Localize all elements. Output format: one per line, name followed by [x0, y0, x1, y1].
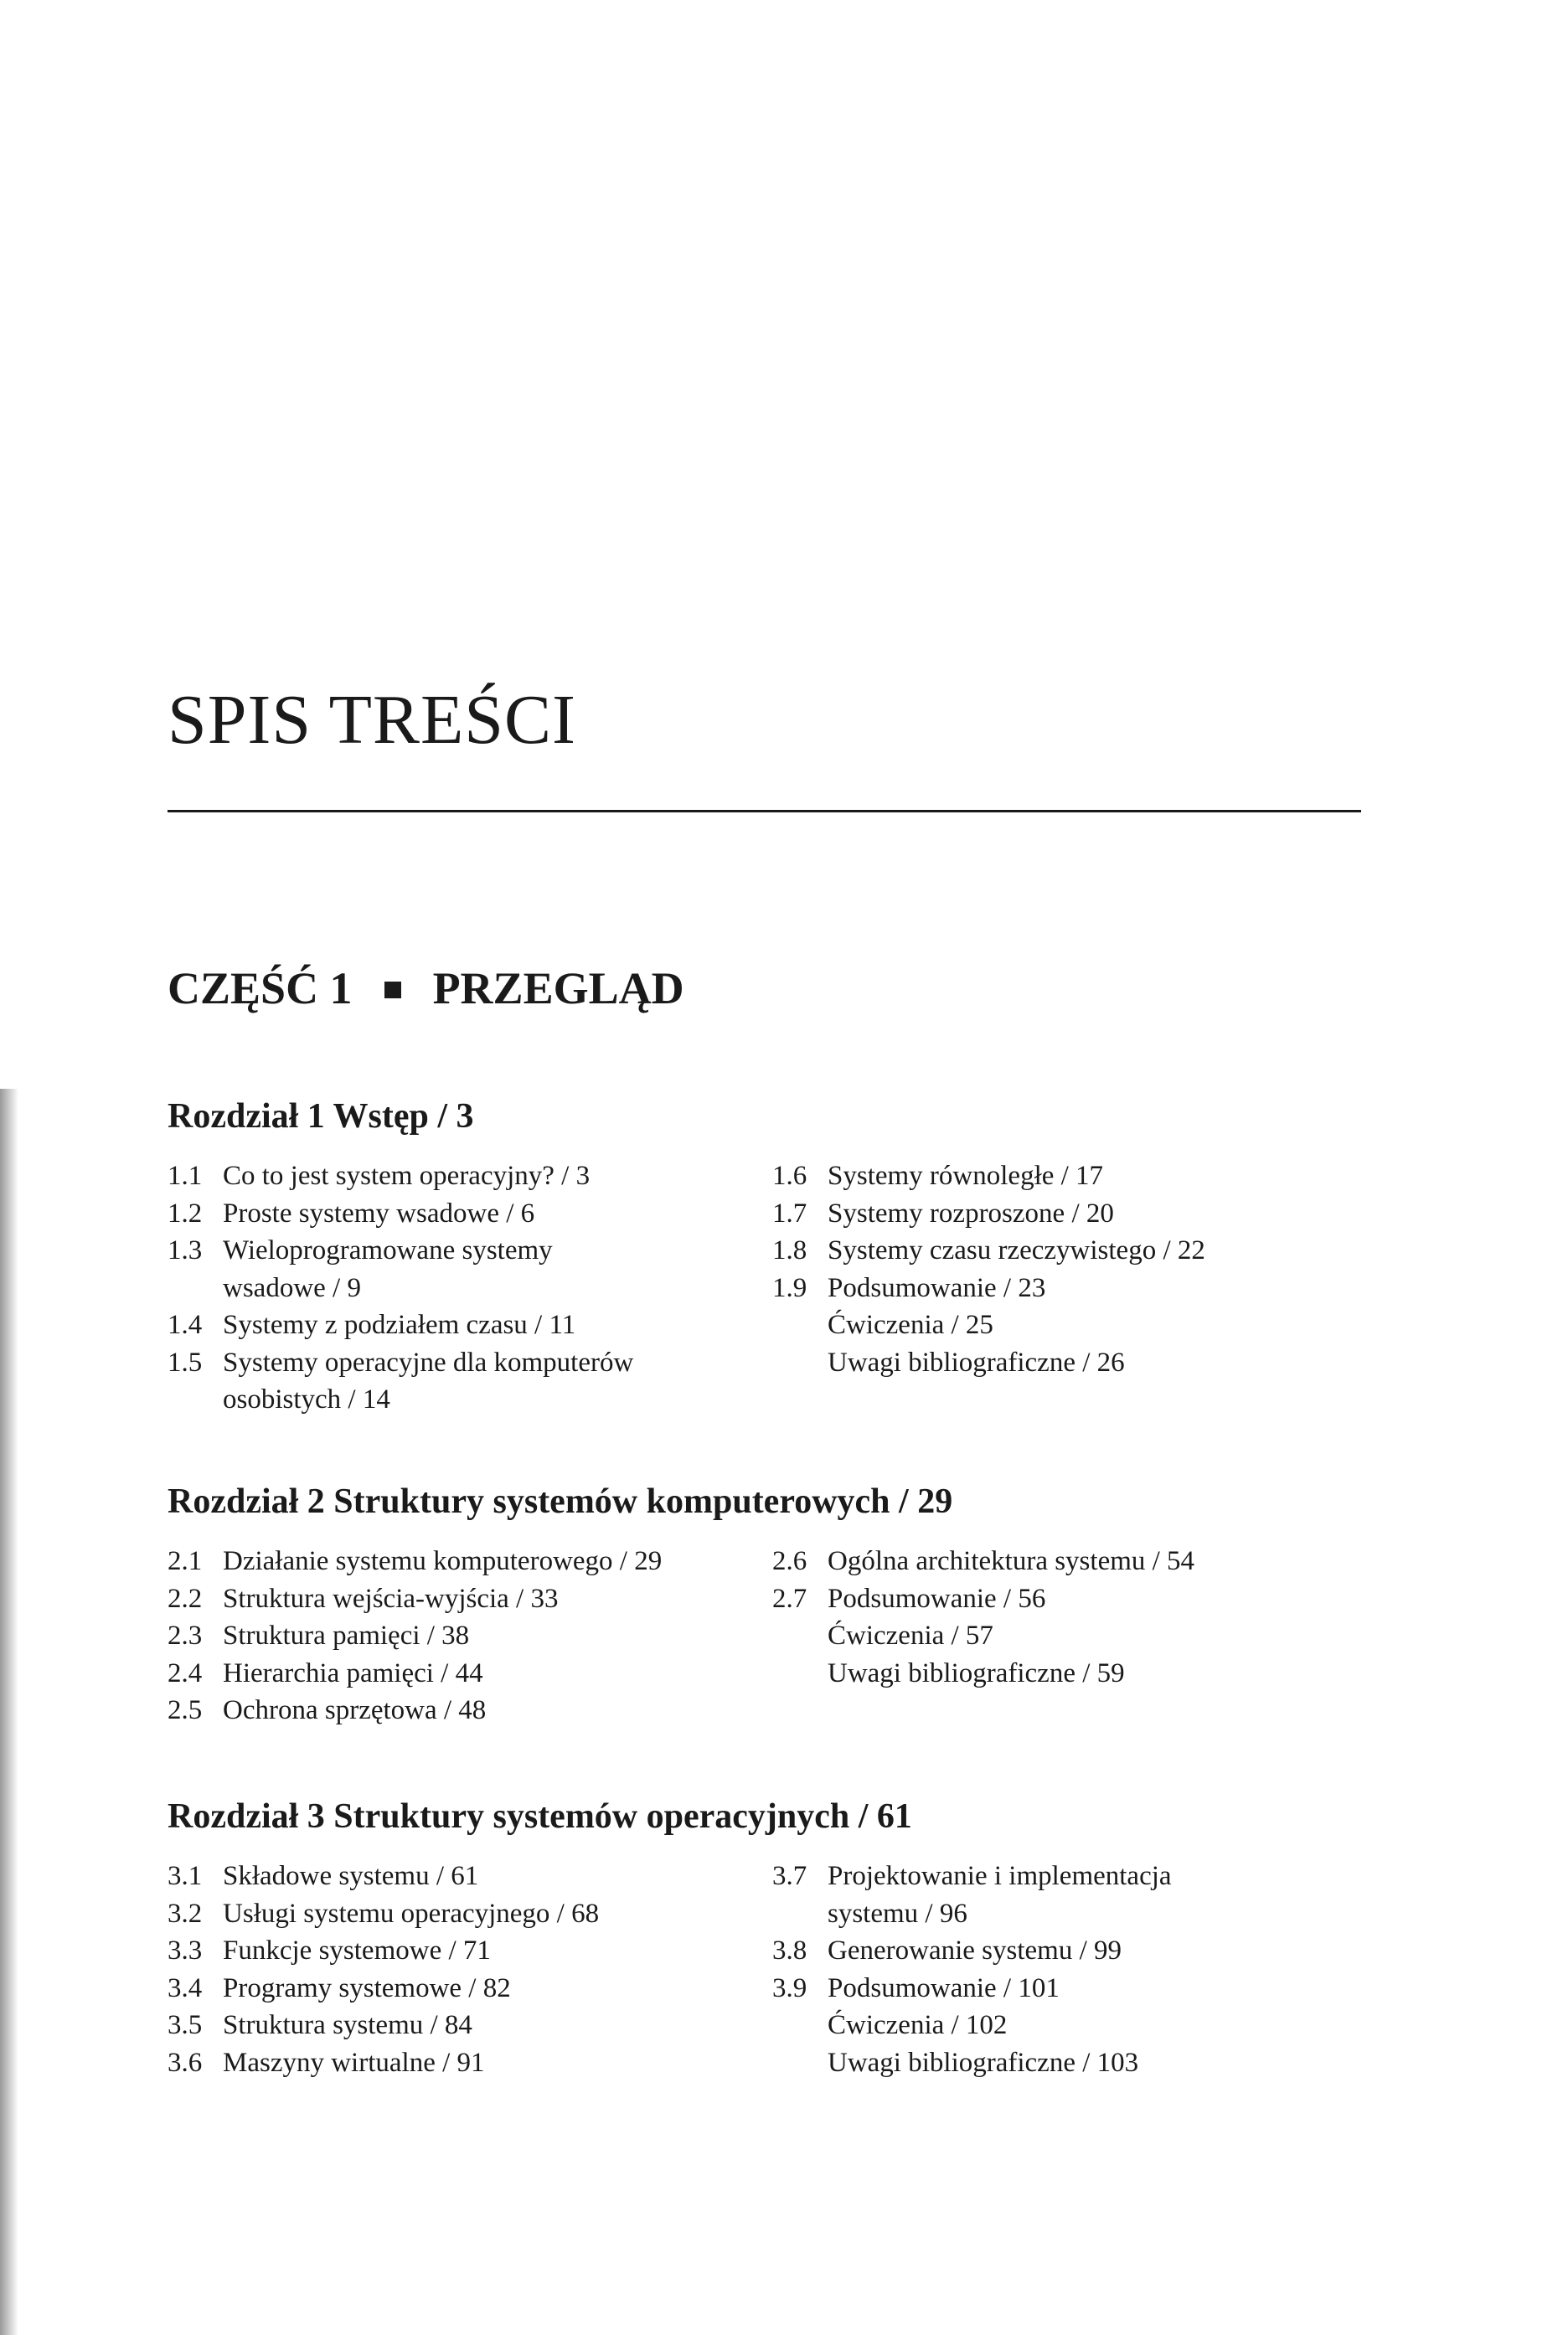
toc-entry-text: Podsumowanie / 56 — [828, 1583, 1046, 1614]
toc-entry — [168, 1932, 771, 1970]
toc-entry — [168, 1970, 771, 2008]
entries-right-column — [772, 1157, 1375, 1381]
toc-entry — [168, 1692, 771, 1729]
part-name: PRZEGLĄD — [432, 963, 684, 1013]
toc-entry-number: 3.9 — [772, 1972, 807, 2003]
toc-entry-text: Ćwiczenia / 57 — [828, 1621, 993, 1651]
toc-entry-text: Działanie systemu komputerowego / 29 — [223, 1546, 663, 1576]
square-bullet-icon — [384, 982, 401, 998]
toc-entry-number: 3.6 — [168, 2047, 203, 2078]
part-label: CZĘŚĆ 1 — [168, 963, 353, 1013]
toc-entry-text: Generowanie systemu / 99 — [828, 1936, 1122, 1966]
toc-entry — [772, 1580, 1375, 1618]
entries-right-column — [772, 1543, 1375, 1692]
toc-entry — [168, 1307, 771, 1344]
toc-entry-text: Struktura pamięci / 38 — [223, 1621, 470, 1651]
toc-entry-number: 3.4 — [168, 1972, 203, 2003]
toc-entry-text: Systemy równoległe / 17 — [828, 1161, 1104, 1191]
toc-entry — [168, 1232, 771, 1307]
toc-entry — [772, 1543, 1375, 1580]
toc-entry-number: 2.1 — [168, 1546, 203, 1576]
toc-entry-text: Programy systemowe / 82 — [223, 1972, 511, 2003]
toc-entry-number: 3.5 — [168, 2010, 203, 2040]
toc-entry-number: 2.3 — [168, 1621, 203, 1651]
toc-entry-number: 1.1 — [168, 1161, 203, 1191]
toc-entry — [772, 2007, 1375, 2044]
toc-entry-text: Systemy czasu rzeczywistego / 22 — [828, 1235, 1205, 1265]
toc-entry-text: Uwagi bibliograficzne / 26 — [828, 1347, 1125, 1378]
toc-entry — [168, 1655, 771, 1693]
toc-entry — [772, 1195, 1375, 1233]
toc-entry-text: Ćwiczenia / 102 — [828, 2010, 1008, 2040]
toc-entry-text: Usługi systemu operacyjnego / 68 — [223, 1898, 600, 1929]
toc-entry-number: 2.5 — [168, 1695, 203, 1725]
toc-entry — [168, 1344, 771, 1419]
page-title: SPIS TREŚCI — [168, 681, 576, 759]
toc-entry-text: Składowe systemu / 61 — [223, 1861, 479, 1891]
toc-entry — [772, 1970, 1375, 2008]
toc-entry-text: Wieloprogramowane systemy — [223, 1235, 553, 1265]
chapter-2 — [168, 1482, 1374, 1725]
page-edge-shadow — [0, 1089, 18, 2335]
toc-entry-text: Uwagi bibliograficzne / 59 — [828, 1657, 1125, 1688]
toc-entry-text: Struktura systemu / 84 — [223, 2010, 472, 2040]
toc-entry — [772, 1270, 1375, 1307]
toc-entry-text: Funkcje systemowe / 71 — [223, 1936, 491, 1966]
entries-right-column — [772, 1858, 1375, 2081]
toc-entry-number: 1.3 — [168, 1235, 203, 1265]
chapter-1 — [168, 1097, 1374, 1415]
toc-entry-text: Ogólna architektura systemu / 54 — [828, 1546, 1195, 1576]
chapter-title: Rozdział 1 Wstęp / 3 — [168, 1097, 474, 1136]
toc-entry-number: 1.6 — [772, 1161, 807, 1191]
toc-entry-number: 2.7 — [772, 1583, 807, 1614]
toc-entry-text: Struktura wejścia-wyjścia / 33 — [223, 1583, 559, 1614]
toc-entry-number: 2.4 — [168, 1657, 203, 1688]
chapter-3 — [168, 1797, 1374, 2078]
toc-entry-text: Ochrona sprzętowa / 48 — [223, 1695, 487, 1725]
toc-entry-text: Systemy z podziałem czasu / 11 — [223, 1310, 576, 1340]
toc-entry — [168, 2007, 771, 2044]
toc-entry — [772, 1232, 1375, 1270]
toc-entry-number: 3.2 — [168, 1898, 203, 1929]
toc-entry-text: Systemy rozproszone / 20 — [828, 1198, 1114, 1229]
toc-entry — [168, 1543, 771, 1580]
chapter-title: Rozdział 3 Struktury systemów operacyjnych / 61 — [168, 1797, 912, 1836]
toc-entry — [168, 1858, 771, 1895]
toc-entry — [772, 1307, 1375, 1344]
entries-left-column — [168, 1543, 771, 1729]
toc-entry — [168, 1895, 771, 1933]
toc-entry — [772, 1932, 1375, 1970]
toc-entry — [168, 1195, 771, 1233]
toc-entry-text: Uwagi bibliograficzne / 103 — [828, 2047, 1139, 2078]
toc-entry — [772, 1617, 1375, 1655]
toc-entry-number: 3.7 — [772, 1861, 807, 1891]
toc-entry — [772, 1344, 1375, 1382]
toc-entry-text: Hierarchia pamięci / 44 — [223, 1657, 483, 1688]
toc-entry — [168, 1157, 771, 1195]
toc-entry — [168, 1617, 771, 1655]
toc-entry-text: Co to jest system operacyjny? / 3 — [223, 1161, 591, 1191]
toc-entry — [168, 1580, 771, 1618]
part-heading — [168, 963, 684, 1013]
toc-entry-number: 1.5 — [168, 1347, 203, 1378]
toc-entry-number: 3.3 — [168, 1936, 203, 1966]
title-rule — [168, 810, 1361, 812]
toc-entry-text: Ćwiczenia / 25 — [828, 1310, 993, 1340]
toc-entry — [772, 2044, 1375, 2082]
toc-entry-number: 1.2 — [168, 1198, 203, 1229]
toc-entry-number: 2.6 — [772, 1546, 807, 1576]
toc-entry-text: osobistych / 14 — [223, 1384, 390, 1415]
toc-entry-text: Projektowanie i implementacja — [828, 1861, 1172, 1891]
toc-entry-number: 1.8 — [772, 1235, 807, 1265]
toc-entry-text: systemu / 96 — [828, 1898, 967, 1929]
toc-entry-text: Podsumowanie / 101 — [828, 1972, 1060, 2003]
chapter-title: Rozdział 2 Struktury systemów komputerowych / 29 — [168, 1482, 953, 1521]
entries-left-column — [168, 1157, 771, 1419]
toc-entry-number: 2.2 — [168, 1583, 203, 1614]
toc-entry — [168, 2044, 771, 2082]
toc-entry-text: Proste systemy wsadowe / 6 — [223, 1198, 535, 1229]
toc-entry-number: 1.9 — [772, 1272, 807, 1303]
toc-entry — [772, 1157, 1375, 1195]
toc-entry-number: 3.8 — [772, 1936, 807, 1966]
toc-entry-text: Systemy operacyjne dla komputerów — [223, 1347, 634, 1378]
toc-entry-number: 3.1 — [168, 1861, 203, 1891]
toc-entry-number: 1.4 — [168, 1310, 203, 1340]
toc-entry-text: wsadowe / 9 — [223, 1272, 361, 1303]
toc-entry-number: 1.7 — [772, 1198, 807, 1229]
toc-entry — [772, 1655, 1375, 1693]
toc-entry-text: Maszyny wirtualne / 91 — [223, 2047, 485, 2078]
entries-left-column — [168, 1858, 771, 2081]
toc-entry-text: Podsumowanie / 23 — [828, 1272, 1046, 1303]
toc-entry — [772, 1858, 1375, 1932]
